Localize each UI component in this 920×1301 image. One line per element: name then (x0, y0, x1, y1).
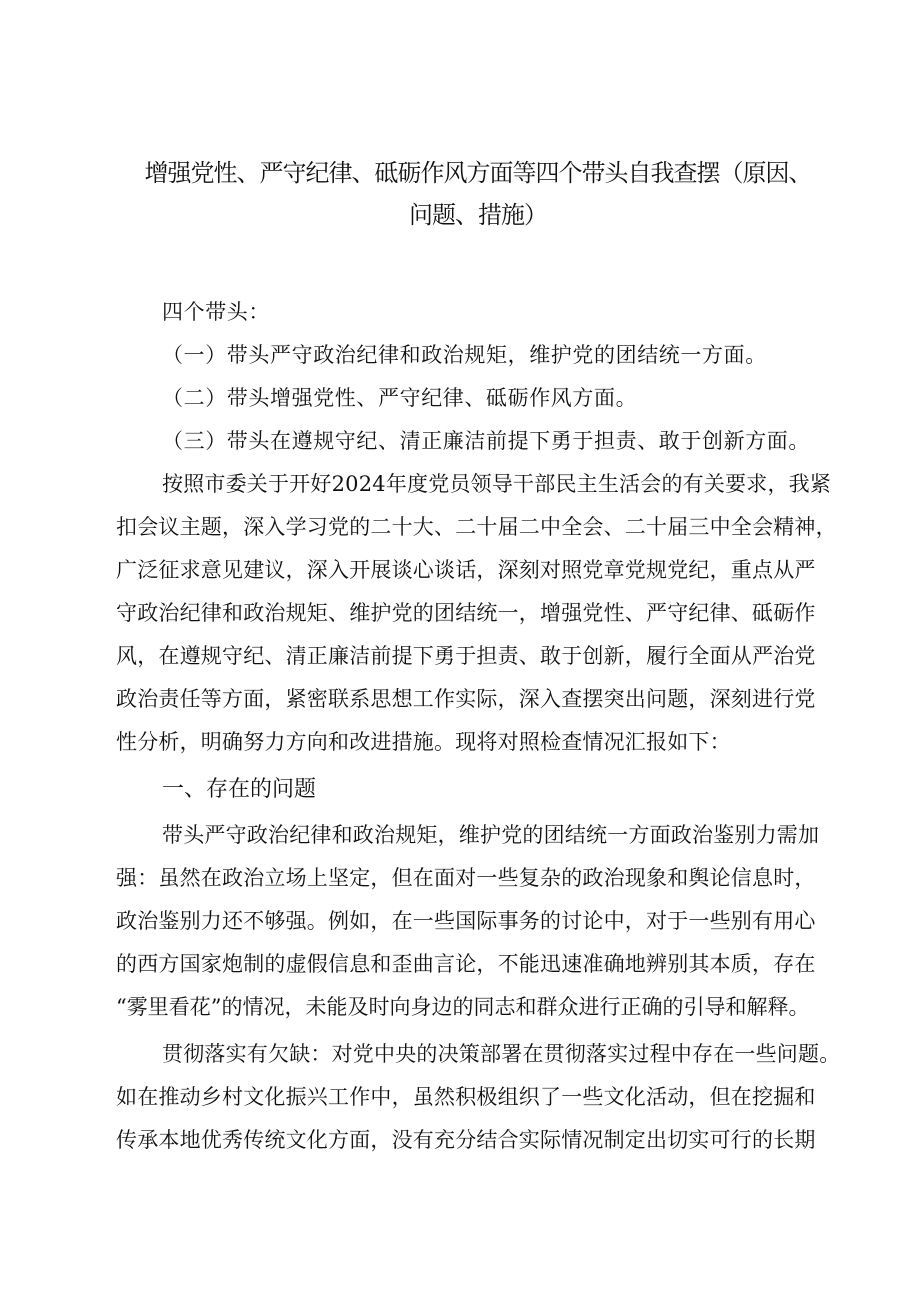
paragraph2-line-3: 政治鉴别力还不够强。例如，在一些国际事务的讨论中，对于一些别有用心 (116, 909, 816, 933)
title-line-2: 问题、措施） (409, 201, 547, 229)
section-heading: 一、存在的问题 (162, 777, 317, 802)
title-line-1: 增强党性、严守纪律、砥砺作风方面等四个带头自我查摆（原因、 (144, 159, 812, 187)
paragraph1-line-6: 政治责任等方面，紧密联系思想工作实际，深入查摆突出问题，深刻进行党 (116, 687, 816, 711)
paragraph3-line-3: 传承本地优秀传统文化方面，没有充分结合实际情况制定出切实可行的长期 (116, 1128, 816, 1152)
paragraph1-line-2: 扣会议主题，深入学习党的二十大、二十届二中全会、二十届三中全会精神， (116, 515, 837, 539)
paragraph2-line-1: 带头严守政治纪律和政治规矩，维护党的团结统一方面政治鉴别力需加 (162, 823, 820, 847)
lead-item-1: （一）带头严守政治纪律和政治规矩，维护党的团结统一方面。 (162, 343, 767, 367)
paragraph2-line-2: 强：虽然在政治立场上坚定，但在面对一些复杂的政治现象和舆论信息时， (116, 866, 816, 890)
paragraph1-line-7: 性分析，明确努力方向和改进措施。现将对照检查情况汇报如下： (116, 730, 731, 754)
document-title (118, 152, 838, 236)
paragraph1-line-3: 广泛征求意见建议，深入开展谈心谈话，深刻对照党章党规党纪，重点从严 (116, 558, 816, 582)
paragraph1-line-4: 守政治纪律和政治规矩、维护党的团结统一，增强党性、严守纪律、砥砺作 (116, 601, 816, 625)
paragraph2-line-4: 的西方国家炮制的虚假信息和歪曲言论，不能迅速准确地辨别其本质，存在 (116, 952, 816, 976)
paragraph1-line-1: 按照市委关于开好2024年度党员领导干部民主生活会的有关要求，我紧 (162, 472, 832, 496)
intro-label: 四个带头： (162, 300, 270, 324)
paragraph3-line-1: 贯彻落实有欠缺：对党中央的决策部署在贯彻落实过程中存在一些问题。 (162, 1042, 841, 1066)
paragraph2-line-5: “雾里看花”的情况，未能及时向身边的同志和群众进行正确的引导和解释。 (116, 995, 810, 1019)
lead-item-2: （二）带头增强党性、严守纪律、砥砺作风方面。 (162, 386, 638, 410)
lead-item-3: （三）带头在遵规守纪、清正廉洁前提下勇于担责、敢于创新方面。 (162, 429, 810, 453)
paragraph3-line-2: 如在推动乡村文化振兴工作中，虽然积极组织了一些文化活动，但在挖掘和 (116, 1085, 816, 1109)
paragraph1-line-5: 风，在遵规守纪、清正廉洁前提下勇于担责、敢于创新，履行全面从严治党 (116, 644, 816, 668)
